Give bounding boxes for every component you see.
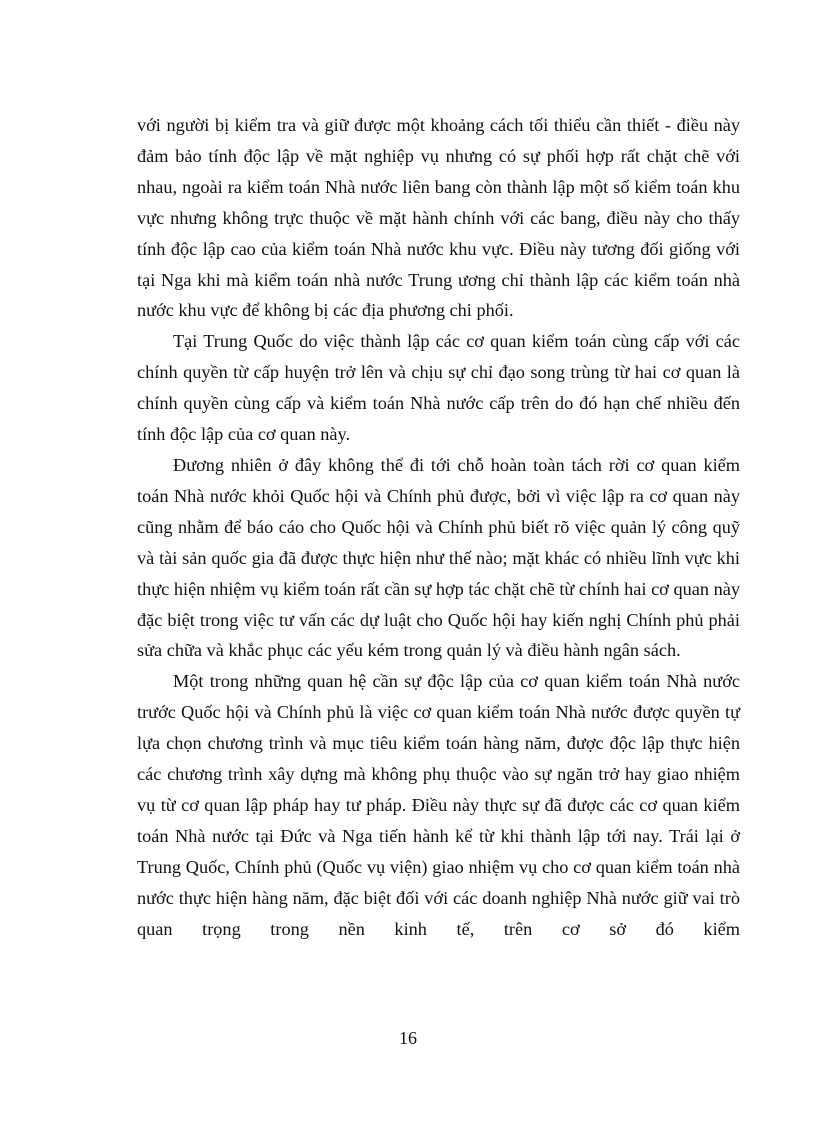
body-text — [137, 110, 740, 944]
paragraph-4: Một trong những quan hệ cần sự độc lập của cơ quan kiểm toán Nhà nước trước Quốc hội và Chính phủ là việc cơ quan kiểm toán Nhà nước được quyền tự lựa chọn chương trình và mục tiêu kiểm toán hàng năm, được độc lập thực hiện các chương trình xây dựng mà không phụ thuộc vào sự ngăn trở hay giao nhiệm vụ từ cơ quan lập pháp hay tư pháp. Điều này thực sự đã được các cơ quan kiểm toán Nhà nước tại Đức và Nga tiến hành kể từ khi thành lập tới nay. Trái lại ở Trung Quốc, Chính phủ (Quốc vụ viện) giao nhiệm vụ cho cơ quan kiểm toán nhà nước thực hiện hàng năm, đặc biệt đối với các doanh nghiệp Nhà nước giữ vai trò quan trọng trong nền kinh tế, trên cơ sở đó kiểm — [137, 671, 740, 939]
page-number: 16 — [399, 1028, 417, 1048]
paragraph-1: với người bị kiểm tra và giữ được một khoảng cách tối thiểu cần thiết - điều này đảm bảo tính độc lập về mặt nghiệp vụ nhưng có sự phối hợp rất chặt chẽ với nhau, ngoài ra kiểm toán Nhà nước liên bang còn thành lập một số kiểm toán khu vực nhưng không trực thuộc về mặt hành chính với các bang, điều này cho thấy tính độc lập cao của kiểm toán Nhà nước khu vực. Điều này tương đối giống với tại Nga khi mà kiểm toán nhà nước Trung ương chỉ thành lập các kiểm toán nhà nước khu vực để không bị các địa phương chi phối. — [137, 115, 740, 321]
paragraph-2: Tại Trung Quốc do việc thành lập các cơ quan kiểm toán cùng cấp với các chính quyền từ cấp huyện trở lên và chịu sự chỉ đạo song trùng từ hai cơ quan là chính quyền cùng cấp và kiểm toán Nhà nước cấp trên do đó hạn chế nhiều đến tính độc lập của cơ quan này. — [137, 331, 740, 445]
paragraph-3: Đương nhiên ở đây không thể đi tới chỗ hoàn toàn tách rời cơ quan kiểm toán Nhà nước khỏi Quốc hội và Chính phủ được, bởi vì việc lập ra cơ quan này cũng nhằm để báo cáo cho Quốc hội và Chính phủ biết rõ việc quản lý công quỹ và tài sản quốc gia đã được thực hiện như thế nào; mặt khác có nhiều lĩnh vực khi thực hiện nhiệm vụ kiểm toán rất cần sự hợp tác chặt chẽ từ chính hai cơ quan này đặc biệt trong việc tư vấn các dự luật cho Quốc hội hay kiến nghị Chính phủ phải sửa chữa và khắc phục các yếu kém trong quản lý và điều hành ngân sách. — [137, 454, 740, 661]
